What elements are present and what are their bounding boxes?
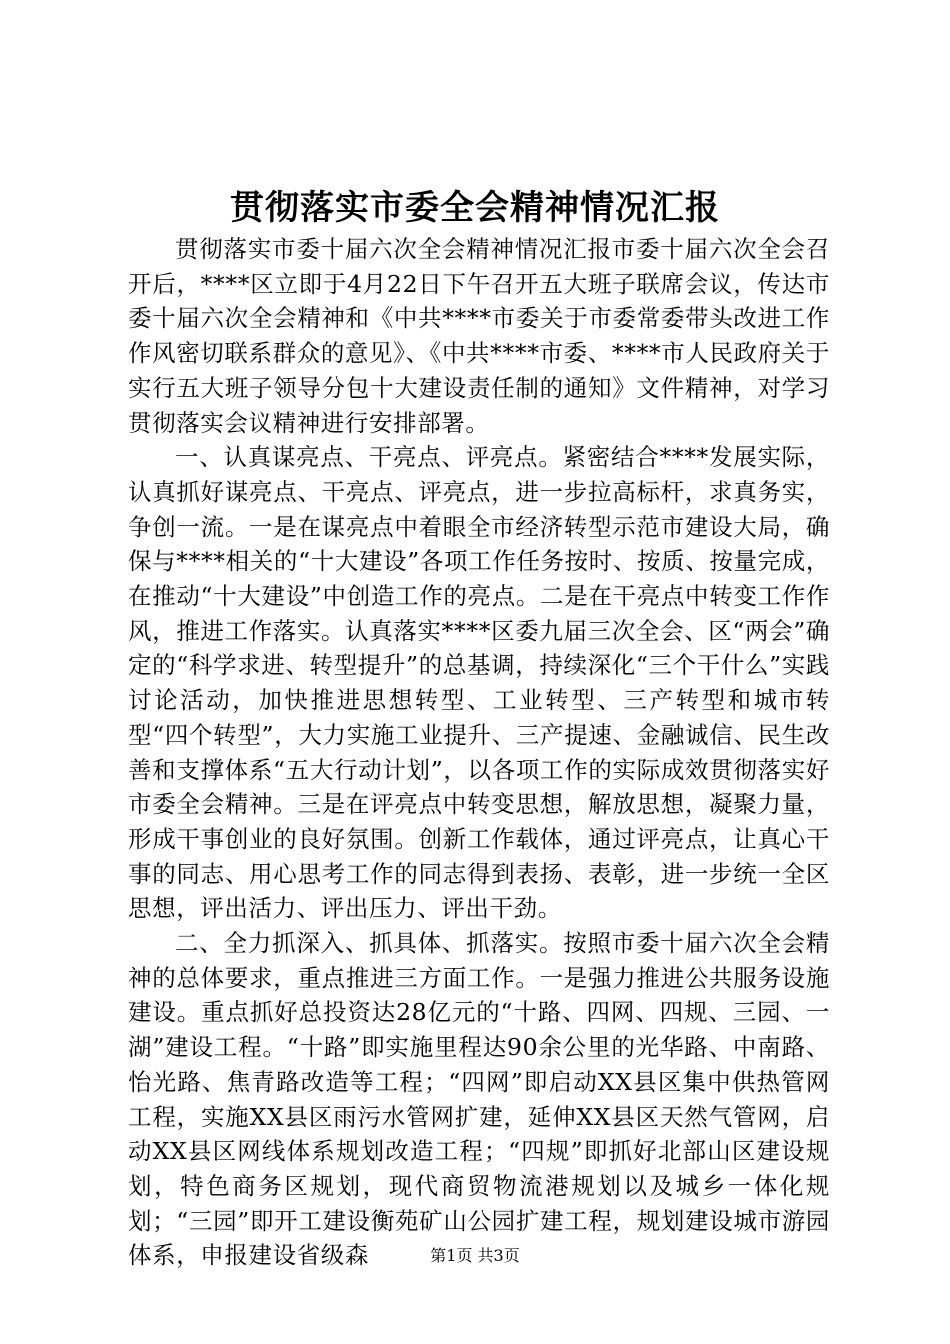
paragraph-section-1: 一、认真谋亮点、干亮点、评亮点。紧密结合****发展实际，认真抓好谋亮点、干亮点、评亮点，进一步拉高标杆，求真务实，争创一流。一是在谋亮点中着眼全市经济转型示范市建设大局，确保与****相关的“十大建设”各项工作任务按时、按质、按量完成，在推动“十大建设”中创造工作的亮点。二是在干亮点中转变工作作风，推进工作落实。认真落实****区委九届三次全会、区“两会”确定的“科学求进、转型提升”的总基调，持续深化“三个干什么”实践讨论活动，加快推进思想转型、工业转型、三产转型和城市转型“四个转型”，大力实施工业提升、三产提速、金融诚信、民生改善和支撑体系“五大行动计划”，以各项工作的实际成效贯彻落实好市委全会精神。三是在评亮点中转变思想，解放思想，凝聚力量，形成干事创业的良好氛围。创新工作载体，通过评亮点，让真心干事的同志、用心思考工作的同志得到表扬、表彰，进一步统一全区思想，评出活力、评出压力、评出干劲。 — [128, 443, 830, 923]
document-body — [128, 232, 830, 1273]
page-number-footer: 第1页 共3页 — [430, 1246, 520, 1265]
document-title: 贯彻落实市委全会精神情况汇报 — [230, 188, 720, 228]
paragraph-section-2: 二、全力抓深入、抓具体、抓落实。按照市委十届六次全会精神的总体要求，重点推进三方面工作。一是强力推进公共服务设施建设。重点抓好总投资达28亿元的“十路、四网、四规、三园、一湖”建设工程。“十路”即实施里程达90余公里的光华路、中南路、怡光路、焦青路改造等工程；“四网”即启动XX县区集中供热管网工程，实施XX县区雨污水管网扩建，延伸XX县区天然气管网，启动XX县区网线体系规划改造工程；“四规”即抓好北部山区建设规划，特色商务区规划，现代商贸物流港规划以及城乡一体化规划；“三园”即开工建设衡苑矿山公园扩建工程，规划建设城市游园体系，申报建设省级森 — [128, 929, 830, 1270]
paragraph-intro: 贯彻落实市委十届六次全会精神情况汇报市委十届六次全会召开后，****区立即于4月22日下午召开五大班子联席会议，传达市委十届六次全会精神和《中共****市委关于市委常委带头改进工作作风密切联系群众的意见》、《中共****市委、****市人民政府关于实行五大班子领导分包十大建设责任制的通知》文件精神，对学习贯彻落实会议精神进行安排部署。 — [128, 235, 830, 437]
